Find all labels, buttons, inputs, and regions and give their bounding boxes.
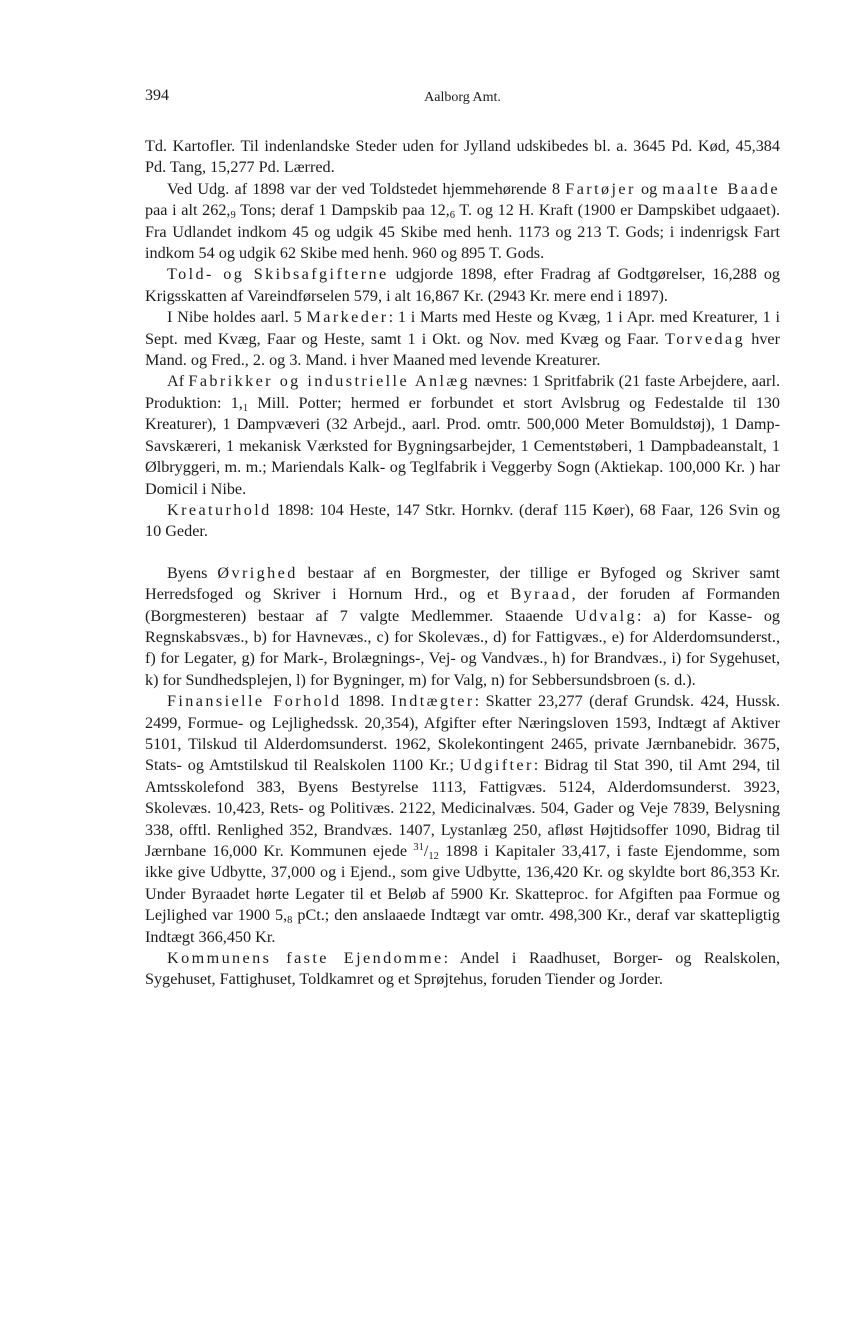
paragraph-shipping: Ved Udg. af 1898 var der ved Toldstedet hjemmehørende 8 Fartøjer og maalte Baade paa i alt $262,_9$ Tons; deraf 1 Dampskib paa $12,_6$ T. og 12 H. Kraft (1900 er Dampskibet udgaaet). Fra Udlandet indkom 45 og udgik 45 Skibe med henh. 1173 og 213 T. Gods; i indenrigsk Fart indkom 54 og udgik 62 Skibe med henh. 960 og 895 T. Gods. (145, 179, 781, 263)
paragraph-customs: Told- og Skibsafgifterne udgjorde 1898, efter Fradrag af Godtgørelser, 16,288 og Krigsskatten af Vareindførselen 579, i alt 16,867 Kr. (2943 Kr. mere end i 1897). (145, 265, 781, 305)
paragraph-property: Kommunens faste Ejendomme: Andel i Raadhuset, Borger- og Realskolen, Sygehuset, Fattighuset, Toldkamret og et Sprøjtehus, foruden Tiender og Jorder. (145, 949, 780, 989)
paragraph-finances: Finansielle Forhold 1898. Indtægter: Skatter 23,277 (deraf Grundsk. 424, Hussk. 2499, Formue- og Lejlighedssk. 20,354), Afgifter efter Næringsloven 1593, Indtægt af Aktiver 5101, Tilskud til Alderdomsunderst. 1962, Skolekontingent 2465, private Jærnbanebidr. 3675, Stats- og Amtstilskud til Realskolen 1100 Kr.; Udgifter: Bidrag til Stat 390, til Amt 294, til Amtsskolefond 383, Byens Bestyrelse 1113, Fattigvæs. 5124, Alderdomsunderst. 3923, Skolevæs. 10,423, Rets- og Politivæs. 2122, Medicinalvæs. 504, Gader og Veje 7839, Belysning 338, offtl. Renlighed 352, Brandvæs. 1407, Lystanlæg 250, afløst Højtidsoffer 1090, Bidrag til Jærnbane 16,000 Kr. Kommunen ejede $^{31}/_{12}$ 1898 i Kapitaler 33,417, i faste Ejendomme, som ikke give Udbytte, 37,000 og i Ejend., som give Udbytte, 136,420 Kr. og skyldte bort 86,353 Kr. Under Byraadet hørte Legater til et Beløb af 5900 Kr. Skatteproc. for Afgiften paa Formue og Lejlighed var 1900 $5,_8$ pCt.; den anslaaede Indtægt var omtr. 498,300 Kr., deraf var skattepligtig Indtægt 366,450 Kr. (145, 692, 781, 946)
running-head: Aalborg Amt. (424, 90, 501, 105)
paragraph-exports: Td. Kartofler. Til indenlandske Steder uden for Jylland udskibedes bl. a. 3645 Pd. Kød, 45,384 Pd. Tang, 15,277 Pd. Lærred. (145, 137, 780, 177)
paragraph-authorities: Byens Øvrighed bestaar af en Borgmester, der tillige er Byfoged og Skriver samt Herredsfoged og Skriver i Hornum Hrd., og et Byraad, der foruden af Formanden (Borgmesteren) bestaar af 7 valgte Medlemmer. Staaende Udvalg: a) for Kasse- og Regnskabsvæs., b) for Havnevæs., c) for Skolevæs., d) for Fattigvæs., e) for Alderdomsunderst., f) for Legater, g) for Mark-, Brolægnings-, Vej- og Vandvæs., h) for Brandvæs., i) for Sygehuset, k) for Sundhedsplejen, l) for Bygninger, m) for Valg, n) for Sebbersundsbroen (s. d.). (145, 563, 781, 689)
page-number: 394 (145, 87, 169, 104)
page (145, 85, 780, 991)
page-header (145, 85, 780, 113)
paragraph-livestock: Kreaturhold 1898: 104 Heste, 147 Stkr. Hornkv. (deraf 115 Køer), 68 Faar, 126 Svin og 10 Geder. (145, 500, 780, 541)
paragraph-markets: I Nibe holdes aarl. 5 Markeder: 1 i Marts med Heste og Kvæg, 1 i Apr. med Kreaturer, 1 i Sept. med Kvæg, Faar og Heste, samt 1 i Okt. og Nov. med Kvæg og Faar. Torvedag hver Mand. og Fred., 2. og 3. Mand. i hver Maaned med levende Kreaturer. (145, 308, 780, 370)
section-gap (145, 543, 780, 563)
paragraph-factories: Af Fabrikker og industrielle Anlæg nævnes: 1 Spritfabrik (21 faste Arbejdere, aarl. Produktion: $1,_1$ Mill. Potter; hermed er forbundet et stort Avlsbrug og Fedestalde til 130 Kreaturer), 1 Dampvæveri (32 Arbejd., aarl. Prod. omtr. 500,000 Meter Bomuldstøj), 1 Damp-Savskæreri, 1 mekanisk Værksted for Bygningsarbejder, 1 Cementstøberi, 1 Dampbadeanstalt, 1 Ølbryggeri, m. m.; Mariendals Kalk- og Teglfabrik i Veggerby Sogn (Aktiekap. 100,000 Kr. ) har Domicil i Nibe. (145, 372, 780, 498)
page-body (145, 136, 780, 991)
